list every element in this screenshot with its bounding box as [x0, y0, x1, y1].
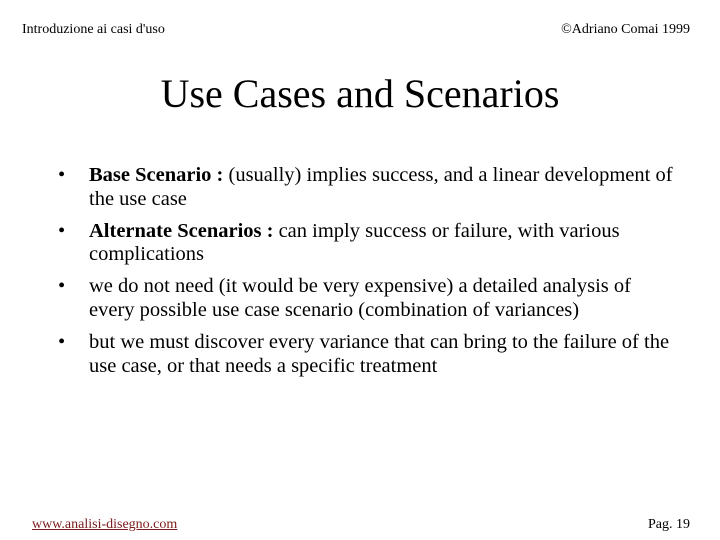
bullet-list — [58, 164, 678, 386]
bullet-term: Alternate Scenarios : — [89, 219, 274, 242]
bullet-text: but we must discover every variance that can bring to the failure of the use case, or that needs a specific treatment — [89, 330, 670, 377]
bullet-item-alternate-scenarios — [58, 220, 678, 268]
bullet-item-base-scenario — [58, 164, 678, 212]
bullet-marker: • — [58, 219, 66, 242]
footer-website-link[interactable]: www.analisi-disegno.com — [32, 517, 178, 532]
header-copyright: ©Adriano Comai 1999 — [561, 22, 690, 37]
bullet-text: can imply success or failure, with various complications — [89, 219, 620, 266]
bullet-text: we do not need (it would be very expensive) a detailed analysis of every possible use case scenario (combination of variances) — [89, 275, 631, 321]
bullet-marker: • — [58, 275, 66, 298]
bullet-item-discover-variances — [58, 331, 678, 379]
slide-title: Use Cases and Scenarios — [160, 71, 560, 116]
bullet-term: Base Scenario : — [89, 164, 224, 186]
bullet-marker: • — [58, 164, 66, 186]
bullet-item-no-detailed-analysis — [58, 275, 678, 323]
page-number: Pag. 19 — [648, 517, 690, 532]
bullet-marker: • — [58, 330, 66, 353]
header-course-title: Introduzione ai casi d'uso — [22, 22, 165, 37]
bullet-text: (usually) implies success, and a linear development of the use case — [89, 164, 673, 210]
